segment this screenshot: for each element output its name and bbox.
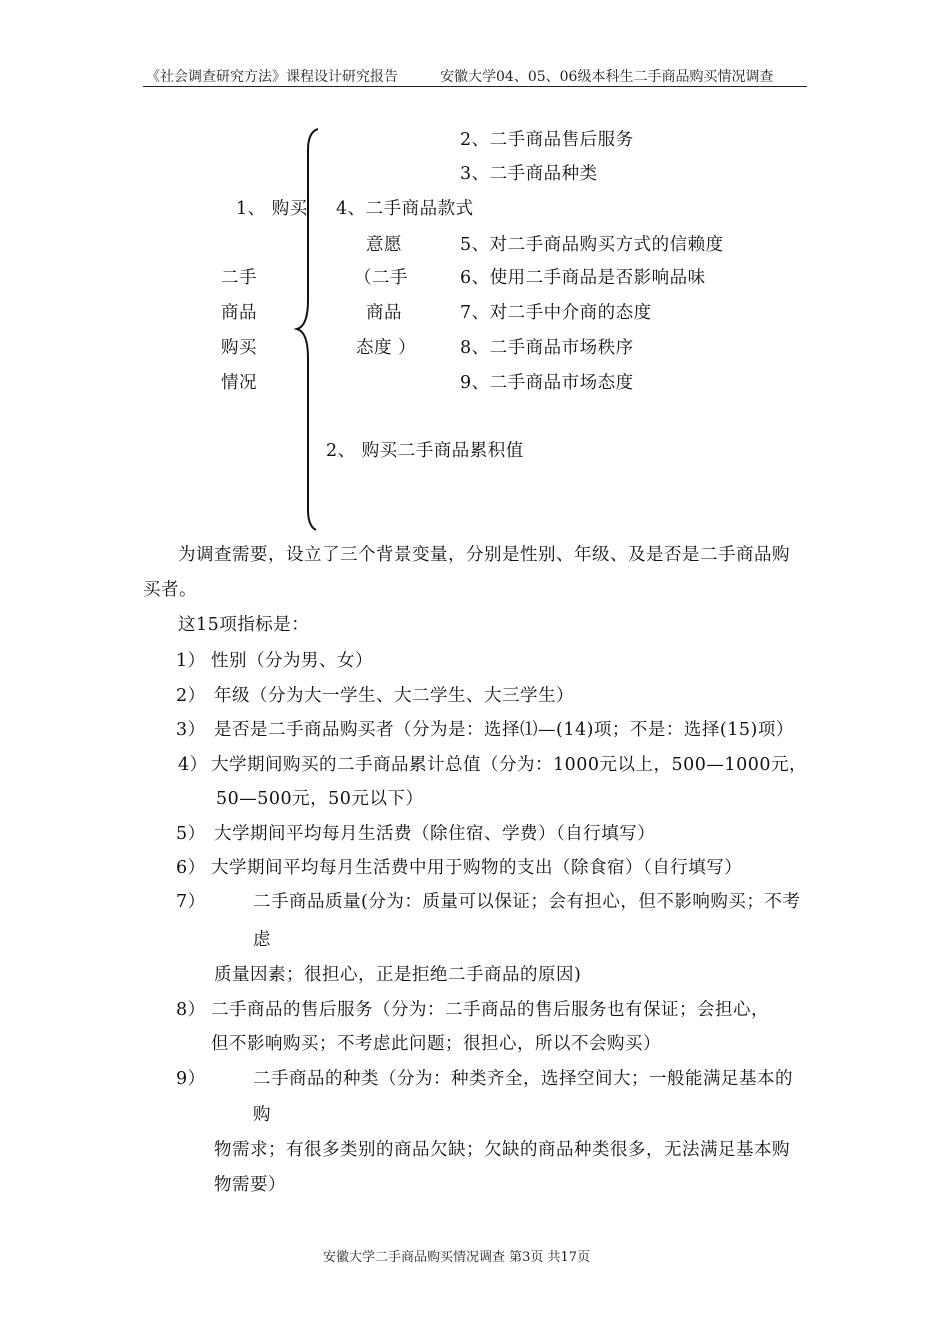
branch1-sub-3: 商品 bbox=[366, 303, 402, 323]
list-item-continuation: 虑 bbox=[253, 930, 271, 950]
diagram-item: 3、二手商品种类 bbox=[460, 164, 598, 184]
list-item-number: 6） bbox=[176, 858, 206, 878]
branch1-sub-1: 意愿 bbox=[366, 235, 402, 255]
list-item-number: 3） bbox=[176, 720, 206, 740]
header-left: 《社会调查研究方法》课程设计研究报告 bbox=[146, 69, 398, 85]
list-item: 二手商品的种类（分为：种类齐全，选择空间大；一般能满足基本的 bbox=[253, 1069, 793, 1089]
list-item-number: 8） bbox=[176, 1000, 206, 1020]
diagram-item: 8、二手商品市场秩序 bbox=[460, 338, 634, 358]
diagram-item: 7、对二手中介商的态度 bbox=[460, 303, 652, 323]
list-item: 年级（分为大一学生、大二学生、大三学生） bbox=[214, 686, 574, 706]
list-item-continuation: 物需要） bbox=[214, 1175, 286, 1195]
diagram-item: 6、使用二手商品是否影响品味 bbox=[460, 268, 706, 288]
list-item-continuation: 50—500元，50元以下） bbox=[216, 789, 424, 809]
list-item-number: 9） bbox=[176, 1069, 206, 1089]
list-item: 是否是二手商品购买者（分为是：选择⑴—(14)项；不是：选择(15)项） bbox=[214, 720, 794, 740]
list-item: 二手商品质量(分为：质量可以保证；会有担心，但不影响购买；不考 bbox=[253, 892, 801, 912]
list-item-number: 4） bbox=[178, 755, 208, 775]
paragraph-line: 这15项指标是： bbox=[178, 615, 310, 635]
list-item-continuation: 质量因素；很担心，正是拒绝二手商品的原因) bbox=[214, 965, 582, 985]
list-item-continuation: 购 bbox=[253, 1105, 271, 1125]
list-item: 二手商品的售后服务（分为：二手商品的售后服务也有保证；会担心， bbox=[211, 1000, 769, 1020]
root-label-1: 二手 bbox=[221, 268, 257, 288]
list-item-continuation: 但不影响购买；不考虑此问题；很担心，所以不会购买） bbox=[211, 1034, 661, 1054]
branch1-sub-2: （二手 bbox=[354, 268, 408, 288]
list-item: 大学期间平均每月生活费中用于购物的支出（除食宿）（自行填写） bbox=[211, 858, 743, 878]
branch1-sub-4: 态度 ） bbox=[356, 338, 417, 358]
paragraph-line: 买者。 bbox=[143, 580, 197, 600]
list-item-continuation: 物需求；有很多类别的商品欠缺；欠缺的商品种类很多，无法满足基本购 bbox=[214, 1140, 790, 1160]
diagram-item: 5、对二手商品购买方式的信赖度 bbox=[460, 235, 724, 255]
diagram-item: 4、二手商品款式 bbox=[336, 199, 474, 219]
root-label-3: 购买 bbox=[221, 338, 257, 358]
root-label-2: 商品 bbox=[221, 303, 257, 323]
list-item-number: 5） bbox=[176, 824, 206, 844]
list-item: 大学期间购买的二手商品累计总值（分为：1000元以上，500—1000元， bbox=[211, 755, 807, 775]
header-right: 安徽大学04、05、06级本科生二手商品购买情况调查 bbox=[440, 69, 774, 85]
paragraph-line: 为调查需要，设立了三个背景变量，分别是性别、年级、及是否是二手商品购 bbox=[178, 545, 790, 565]
branch1-label: 1、 购买 bbox=[236, 199, 308, 219]
list-item-number: 7） bbox=[176, 892, 206, 912]
list-item: 大学期间平均每月生活费（除住宿、学费）（自行填写） bbox=[214, 824, 656, 844]
diagram-item: 2、二手商品售后服务 bbox=[460, 130, 634, 150]
branch2-label: 2、 购买二手商品累积值 bbox=[326, 441, 524, 461]
diagram-item: 9、二手商品市场态度 bbox=[460, 373, 634, 393]
list-item: 性别（分为男、女） bbox=[211, 651, 373, 671]
list-item-number: 1） bbox=[176, 651, 206, 671]
root-label-4: 情况 bbox=[221, 373, 257, 393]
page-footer: 安徽大学二手商品购买情况调查 第3页 共17页 bbox=[323, 1250, 591, 1265]
list-item-number: 2） bbox=[176, 686, 206, 706]
